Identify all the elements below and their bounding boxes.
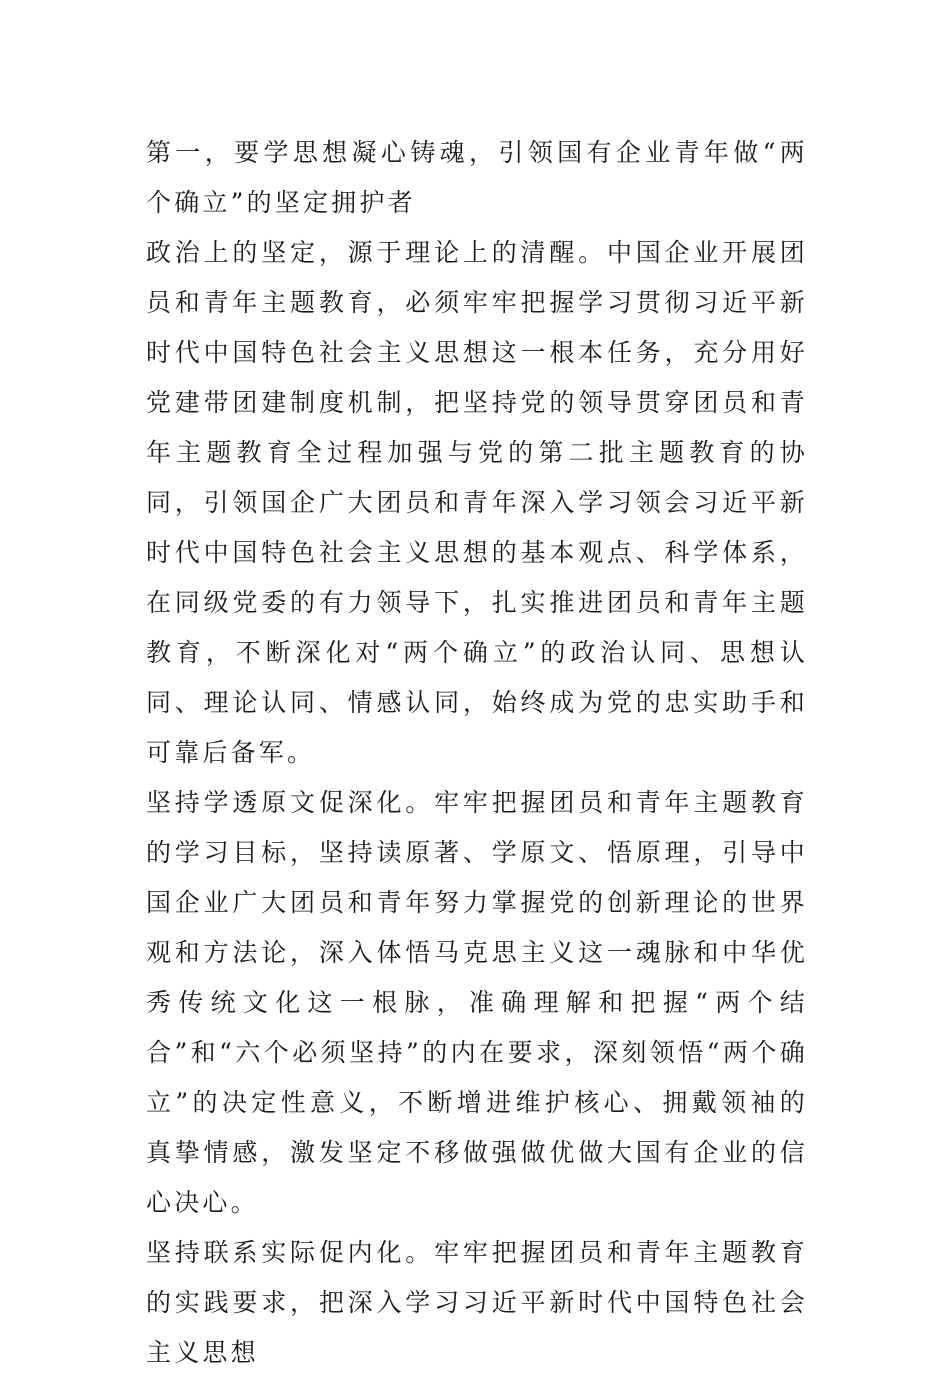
paragraph: 政治上的坚定，源于理论上的清醒。中国企业开展团员和青年主题教育，必须牢牢把握学习贯彻习近平新时代中国特色社会主义思想这一根本任务，充分用好党建带团建制度机制，把坚持党的领导贯穿团员和青年主题教育全过程加强与党的第二批主题教育的协同，引领国企广大团员和青年深入学习领会习近平新时代中国特色社会主义思想的基本观点、科学体系，在同级党委的有力领导下，扎实推进团员和青年主题教育，不断深化对“两个确立”的政治认同、思想认同、理论认同、情感认同，始终成为党的忠实助手和可靠后备军。 (146, 238, 808, 767)
paragraph: 坚持学透原文促深化。牢牢把握团员和青年主题教育的学习目标，坚持读原著、学原文、悟原理，引导中国企业广大团员和青年努力掌握党的创新理论的世界观和方法论，深入体悟马克思主义这一魂脉和中华优秀传统文化这一根脉，准确理解和把握“两个结合”和“六个必须坚持”的内在要求，深刻领悟“两个确立”的决定性意义，不断增进维护核心、拥戴领袖的真挚情感，激发坚定不移做强做优做大国有企业的信心决心。 (146, 788, 808, 1217)
paragraph: 坚持联系实际促内化。牢牢把握团员和青年主题教育的实践要求，把深入学习习近平新时代中国特色社会主义思想 (146, 1238, 808, 1367)
document-page (146, 128, 808, 1378)
section-heading: 第一，要学思想凝心铸魂，引领国有企业青年做“两个确立”的坚定拥护者 (146, 138, 808, 217)
